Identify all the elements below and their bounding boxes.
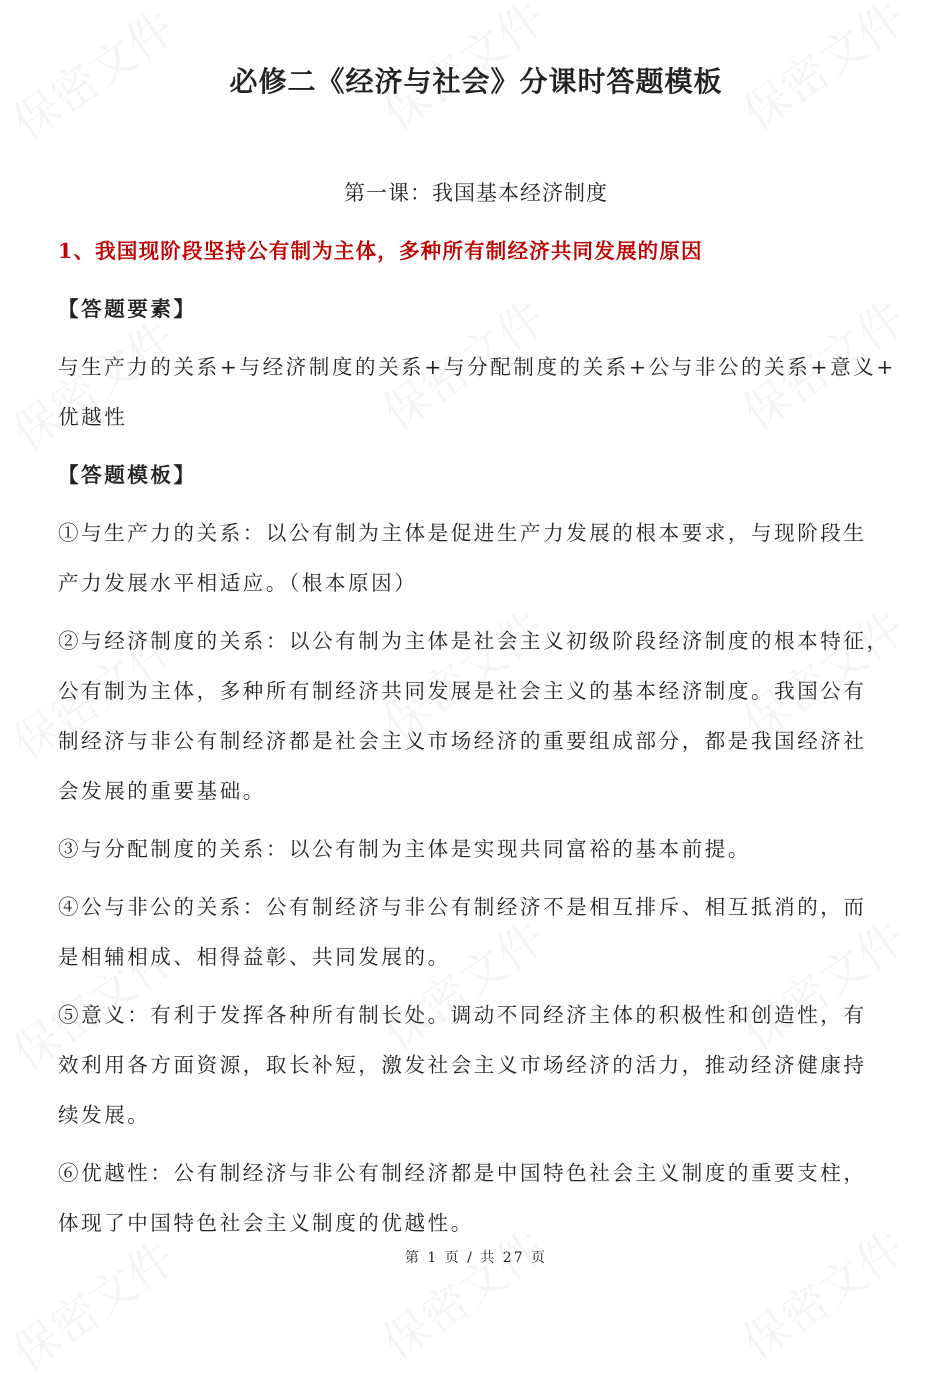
text-line: ④公与非公的关系：公有制经济与非公有制经济不是相互排斥、相互抵消的，而 [58,895,867,919]
answer-paragraph [58,882,898,982]
text-line: 产力发展水平相适应。（根本原因） [58,571,418,595]
answer-paragraph [58,990,898,1140]
text-line: ③与分配制度的关系：以公有制为主体是实现共同富裕的基本前提。 [58,837,751,861]
template-label: 【答题模板】 [58,463,197,487]
text-line: 优越性 [58,405,128,429]
elements-text [58,342,898,442]
lesson-heading: 第一课：我国基本经济制度 [344,181,608,205]
document-body [58,226,898,1256]
text-line: 效利用各方面资源，取长补短，激发社会主义市场经济的活力，推动经济健康持 [58,1053,867,1077]
answer-paragraph [58,824,898,874]
text-line: ②与经济制度的关系：以公有制为主体是社会主义初级阶段经济制度的根本特征， [58,629,890,653]
answer-paragraph [58,1148,898,1248]
text-line: ⑥优越性：公有制经济与非公有制经济都是中国特色社会主义制度的重要支柱， [58,1161,867,1185]
text-line: 体现了中国特色社会主义制度的优越性。 [58,1211,474,1235]
text-line: 公有制为主体，多种所有制经济共同发展是社会主义的基本经济制度。我国公有 [58,679,867,703]
text-line: 续发展。 [58,1103,151,1127]
question-heading: 1、我国现阶段坚持公有制为主体，多种所有制经济共同发展的原因 [58,239,703,263]
text-line: ⑤意义：有利于发挥各种所有制长处。调动不同经济主体的积极性和创造性，有 [58,1003,867,1027]
text-line: 与生产力的关系+与经济制度的关系+与分配制度的关系+公与非公的关系+意义+ [58,355,897,379]
answer-paragraph [58,508,898,608]
elements-label: 【答题要素】 [58,297,197,321]
document-title: 必修二《经济与社会》分课时答题模板 [229,65,723,98]
text-line: 制经济与非公有制经济都是社会主义市场经济的重要组成部分，都是我国经济社 [58,729,867,753]
text-line: 会发展的重要基础。 [58,779,266,803]
page-footer: 第 1 页 / 共 27 页 [404,1250,548,1266]
text-line: ①与生产力的关系：以公有制为主体是促进生产力发展的根本要求，与现阶段生 [58,521,867,545]
text-line: 是相辅相成、相得益彰、共同发展的。 [58,945,451,969]
answer-paragraph [58,616,898,816]
